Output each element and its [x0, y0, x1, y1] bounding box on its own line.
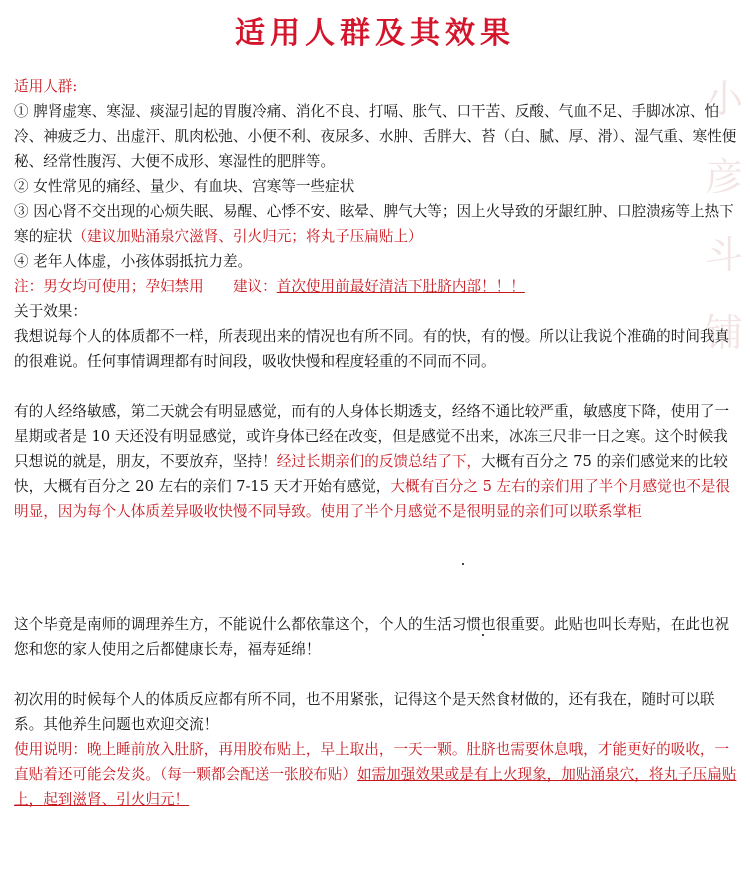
effect-paragraph-1: 我想说每个人的体质都不一样，所表现出来的情况也有所不同。有的快，有的慢。所以让我说个准确的时间我真的很难说。任何事情调理都有时间段，吸收快慢和程度轻重的不同而不同。	[14, 328, 730, 370]
watermark-char: 彦	[704, 155, 743, 199]
note-spacer	[204, 278, 233, 295]
advice-label: 建议：	[232, 278, 277, 295]
watermark-char: 铺	[704, 311, 743, 355]
usage-instructions-b: 如需加强效果或是有上火现象，加贴涌泉穴，将丸子压扁贴上，起到滋肾、引火归元！	[14, 766, 737, 808]
watermark-char: 小	[704, 77, 743, 121]
symptom-item-3-text: ③ 因心肾不交出现的心烦失眠、易醒、心悸不安、眩晕、脾气大等；因上火导致的牙龈红肿、口腔溃疡等上热下寒的症状	[14, 203, 734, 245]
effect-paragraph-2-a: 有的人经络敏感，第二天就会有明显感觉，而有的人身体长期透支，经络不通比较严重，敏感度下降，使用了一星期或者是 10 天还没有明显感觉，或许身体已经在改变，但是感觉不出来，冰冻三尺非一日之寒。这个时候我只想说的就是，朋友，不要放弃，坚持！	[14, 403, 730, 470]
symptom-item-4: ④ 老年人体虚，小孩体弱抵抗力差。	[14, 253, 253, 270]
effect-heading: 关于效果：	[14, 303, 87, 320]
symptom-item-3-advice: （建议加贴涌泉穴滋肾、引火归元；将丸子压扁贴上）	[72, 228, 423, 245]
page-title: 适用人群及其效果	[235, 16, 515, 51]
content	[14, 74, 738, 812]
effect-paragraph-2-d: 大概有百分之 5 左右的亲们用了半个月感觉也不是很明显，因为每个人体质差异吸收快慢不同导致。使用了半个月感觉不是很明显的亲们可以联系	[14, 478, 731, 520]
note-label: 注：男女均可使用；孕妇禁用	[14, 278, 204, 295]
note-line	[14, 274, 738, 299]
symptom-item-1: ① 脾肾虚寒、寒湿、痰湿引起的胃腹冷痛、消化不良、打嗝、胀气、口干苦、反酸、气血不足、手脚冰凉、怕冷、神疲乏力、出虚汗、肌肉松弛、小便不利、夜尿多、水肿、舌胖大、苔（白、腻、厚、滑）、湿气重、寒性便秘、经常性腹泻、大便不成形、寒湿性的肥胖等。	[14, 103, 737, 170]
effect-paragraph-4: 初次用的时候每个人的体质反应都有所不同，也不用紧张，记得这个是天然食材做的，还有我在，随时可以联系。其他养生问题也欢迎交流！	[14, 691, 715, 733]
symptom-item-3	[14, 199, 738, 249]
effect-paragraph-2-c: 大概有百分之 75 的亲们感觉来的比较快，大概有百分之 20 左右的亲们 7-15 天才开始有感觉，	[14, 453, 728, 495]
feedback-summary: 经过长期亲们的反馈总结了下，	[276, 453, 482, 470]
advice-text: 首次使用前最好清洁下肚脐内部！！！	[276, 278, 525, 295]
effect-paragraph-3: 这个毕竟是南师的调理养生方，不能说什么都依靠这个，个人的生活习惯也很重要。此贴也叫长寿贴，在此也祝您和您的家人使用之后都健康长寿，福寿延绵！	[14, 616, 730, 658]
effect-paragraph-2	[14, 399, 738, 524]
shopkeeper-link[interactable]: 掌柜	[612, 503, 642, 520]
usage-instructions	[14, 737, 738, 812]
people-heading: 适用人群:	[14, 78, 78, 95]
usage-instructions-a: 使用说明：晚上睡前放入肚脐，再用胶布贴上，早上取出，一天一颗。肚脐也需要休息哦，才能更好的吸收，一直贴着还可能会发炎。（每一颗都会配送一张胶布贴）	[14, 741, 730, 783]
symptom-item-2: ② 女性常见的痛经、量少、有血块、宫寒等一些症状	[14, 178, 355, 195]
watermark-char: 斗	[704, 233, 743, 277]
